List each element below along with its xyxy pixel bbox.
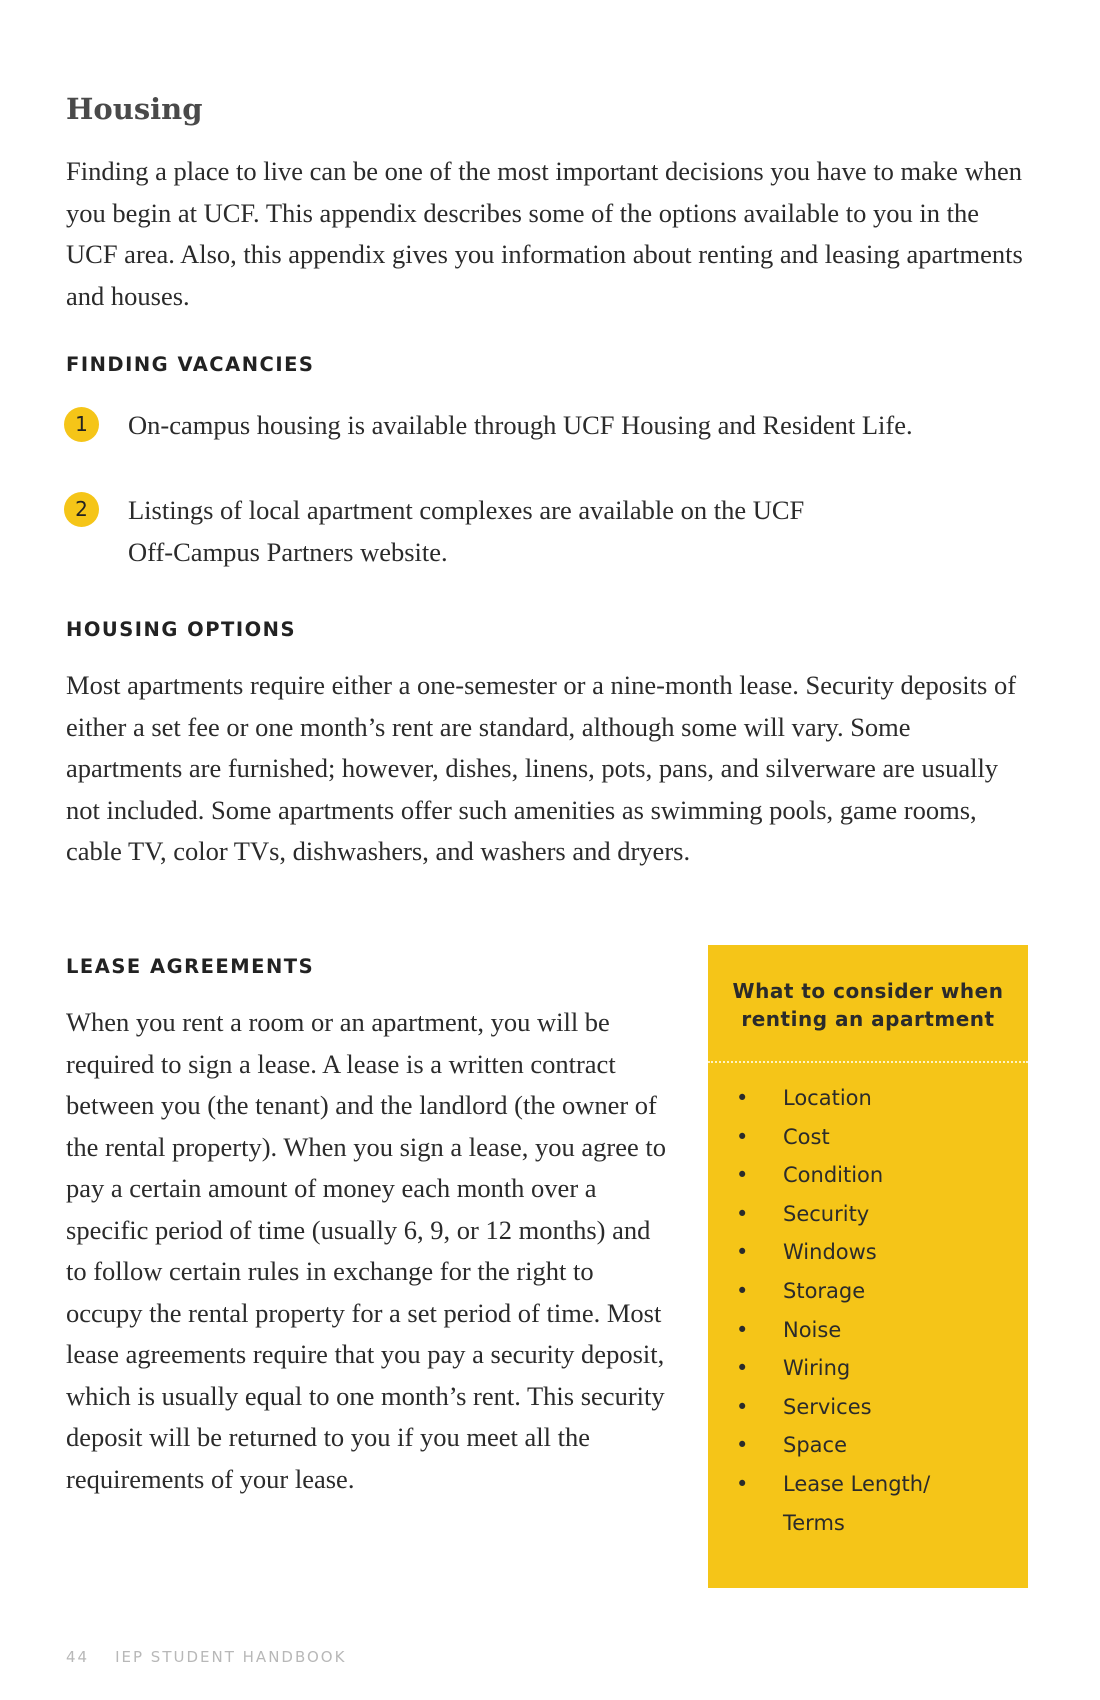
list-item: • Space <box>708 1426 1028 1465</box>
bullet-icon: • <box>736 1124 749 1149</box>
list-item: • Storage <box>708 1272 1028 1311</box>
list-item: • Wiring <box>708 1349 1028 1388</box>
housing-options-heading: HOUSING OPTIONS <box>66 618 297 641</box>
lease-agreements-heading: LEASE AGREEMENTS <box>66 955 315 978</box>
list-item: • Condition <box>708 1156 1028 1195</box>
bullet-icon: • <box>736 1163 749 1188</box>
list-item: • Noise <box>708 1311 1028 1350</box>
bullet-icon: • <box>736 1278 749 1303</box>
list-item: • Cost <box>708 1118 1028 1157</box>
list-item: • Location <box>708 1079 1028 1118</box>
page-title: Housing <box>66 92 203 126</box>
bullet-icon: • <box>736 1086 749 1110</box>
sidebar-divider <box>708 1061 1028 1063</box>
finding-vacancies-heading: FINDING VACANCIES <box>66 353 315 376</box>
housing-options-paragraph: Most apartments require either a one-semester or a nine-month lease. Security deposits of either a set fee or one month’s rent are standard, although some will vary. Some apartments are furnished; however, dishes, linens, pots, pans, and silverware are usually not included. Some apartments offer such amenities as swimming pools, game rooms, cable TV, color TVs, dishwashers, and washers and dryers. <box>66 670 1017 866</box>
intro-paragraph: Finding a place to live can be one of the most important decisions you have to make when you begin at UCF. This appendix describes some of the options available to you in the UCF area. Also, this appendix gives you information about renting and leasing apartments and houses. <box>66 156 1023 311</box>
list-item: • Security <box>708 1195 1028 1234</box>
list-item: • Lease Length/ Terms <box>708 1465 943 1542</box>
considerations-sidebar <box>708 945 1028 1588</box>
bullet-icon: • <box>736 1471 749 1496</box>
bullet-icon: • <box>736 1356 749 1381</box>
sidebar-title: What to consider when renting an apartment <box>732 979 1004 1031</box>
number-badge-1: 1 <box>64 407 99 442</box>
footer-label: IEP STUDENT HANDBOOK <box>115 1648 347 1666</box>
bullet-icon: • <box>736 1317 749 1342</box>
page-footer <box>66 1648 346 1666</box>
list-item: • Services <box>708 1388 1028 1427</box>
vacancy-item-text: Listings of local apartment complexes are available on the UCF Off-Campus Partners website. <box>128 495 805 567</box>
number-badge-2: 2 <box>64 492 99 527</box>
bullet-icon: • <box>736 1201 749 1226</box>
lease-agreements-paragraph: When you rent a room or an apartment, you will be required to sign a lease. A lease is a written contract between you (the tenant) and the landlord (the owner of the rental property). When you sign a lease, you agree to pay a certain amount of money each month over a specific period of time (usually 6, 9, or 12 months) and to follow certain rules in exchange for the right to occupy the rental property for a set period of time. Most lease agreements require that you pay a security deposit, which is usually equal to one month’s rent. This security deposit will be returned to you if you meet all the requirements of your lease. <box>66 1007 666 1494</box>
bullet-icon: • <box>736 1394 749 1419</box>
page-number: 44 <box>66 1648 90 1666</box>
considerations-list <box>708 1079 1028 1542</box>
bullet-icon: • <box>736 1240 749 1265</box>
vacancy-item-text: On-campus housing is available through UCF Housing and Resident Life. <box>128 410 913 440</box>
bullet-icon: • <box>736 1433 749 1458</box>
list-item: • Windows <box>708 1233 1028 1272</box>
